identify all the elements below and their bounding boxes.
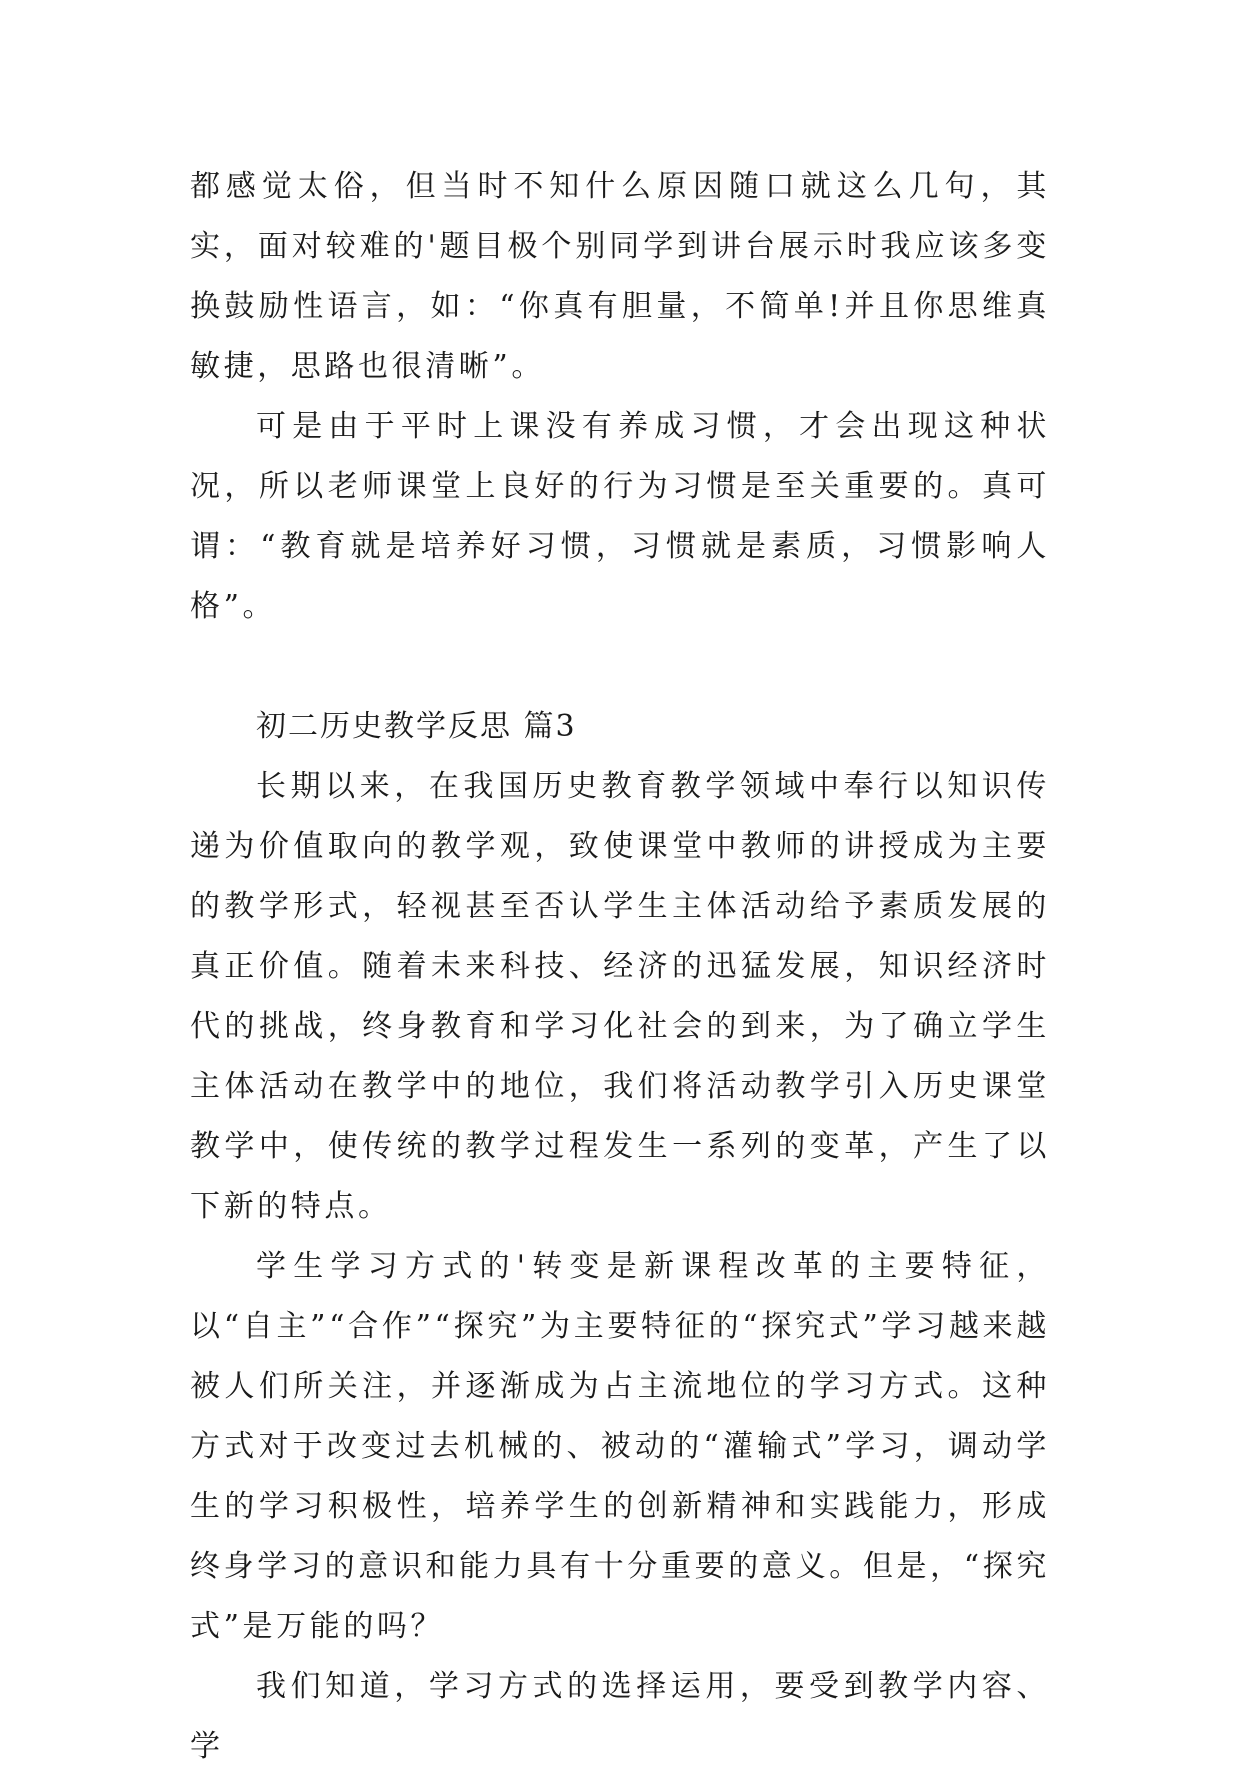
paragraph-truncated: 我们知道，学习方式的选择运用，要受到教学内容、学 [190, 1669, 1050, 1764]
paragraph-habits: 可是由于平时上课没有养成习惯，才会出现这种状况，所以老师课堂上良好的行为习惯是至关重要的。真可谓：“教育就是培养好习惯，习惯就是素质，习惯影响人格”。 [190, 409, 1050, 624]
section-spacer [190, 637, 1050, 697]
section-title: 初二历史教学反思 篇3 [256, 709, 577, 744]
paragraph-continued: 都感觉太俗，但当时不知什么原因随口就这么几句，其实，面对较难的'题目极个别同学到讲台展示时我应该多变换鼓励性语言，如：“你真有胆量，不简单!并且你思维真敏捷，思路也很清晰”。 [190, 169, 1050, 384]
paragraph-learning-style: 学生学习方式的'转变是新课程改革的主要特征，以“自主”“合作”“探究”为主要特征的“探究式”学习越来越被人们所关注，并逐渐成为占主流地位的学习方式。这种方式对于改变过去机械的、被动的“灌输式”学习，调动学生的学习积极性，培养学生的创新精神和实践能力，形成终身学习的意识和能力具有十分重要的意义。但是，“探究式”是万能的吗？ [190, 1249, 1050, 1644]
document-body [190, 157, 1050, 1777]
paragraph-history-teaching: 长期以来，在我国历史教育教学领域中奉行以知识传递为价值取向的教学观，致使课堂中教师的讲授成为主要的教学形式，轻视甚至否认学生主体活动给予素质发展的真正价值。随着未来科技、经济的迅猛发展，知识经济时代的挑战，终身教育和学习化社会的到来，为了确立学生主体活动在教学中的地位，我们将活动教学引入历史课堂教学中，使传统的教学过程发生一系列的变革，产生了以下新的特点。 [190, 769, 1050, 1224]
